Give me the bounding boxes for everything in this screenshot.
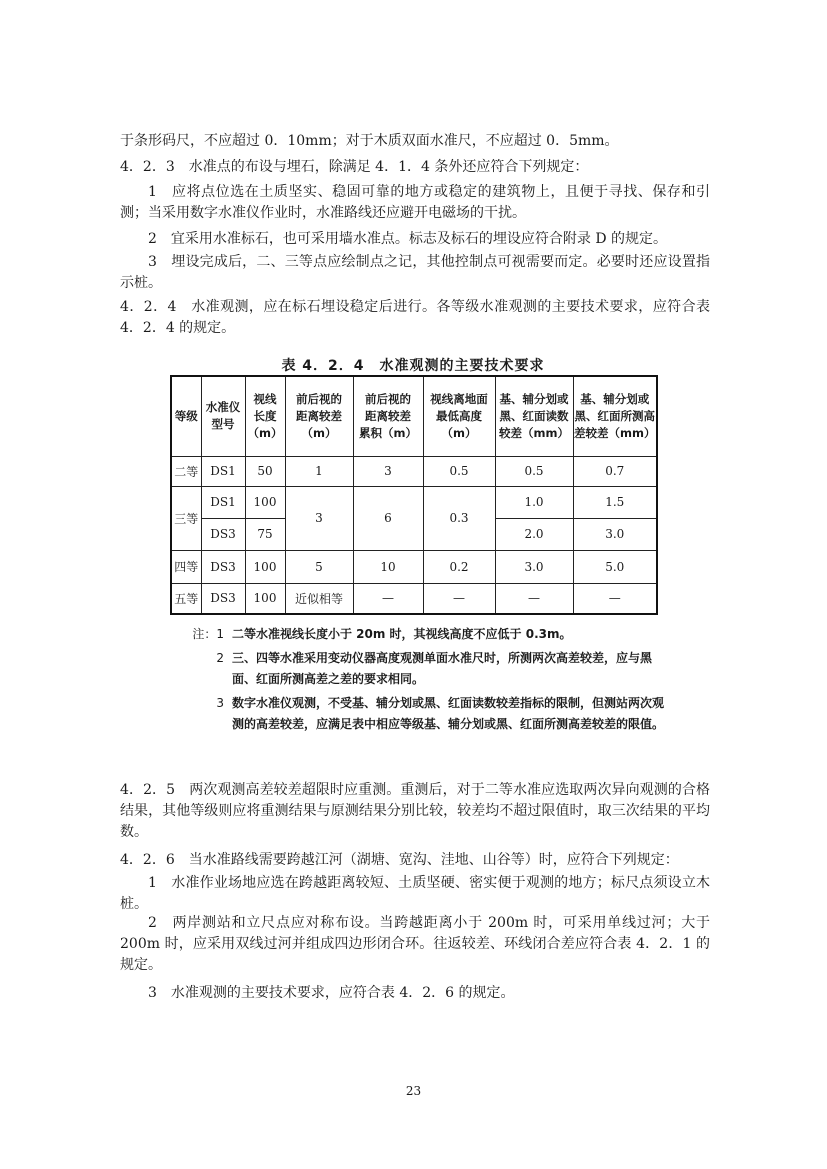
table-cell: 五等 (171, 583, 201, 614)
table-cell: 3 (285, 486, 353, 550)
table-row (171, 456, 657, 486)
note-number: 2 (216, 651, 224, 665)
table-note-2 (172, 648, 672, 690)
table-cell: 100 (245, 486, 285, 518)
table-cell: — (423, 583, 495, 614)
table-cell: 3.0 (495, 550, 573, 583)
header-height-diff: 基、辅分划或 黑、红面所测高 差较差（mm） (573, 376, 657, 456)
table-row (171, 486, 657, 518)
table-cell: 5 (285, 550, 353, 583)
table-cell: 50 (245, 456, 285, 486)
table-cell: 三等 (171, 486, 201, 550)
table-title: 表 4．2．4 水准观测的主要技术要求 (281, 358, 545, 374)
table-cell: 10 (353, 550, 423, 583)
paragraph-continuation: 于条形码尺，不应超过 0．10mm；对于木质双面水准尺，不应超过 0．5mm。 (120, 133, 619, 149)
table-cell: 3.0 (573, 518, 657, 550)
header-distance-diff-cumulative: 前后视的 距离较差 累积（m） (353, 376, 423, 456)
clause-4-2-4: 4．2．4 水准观测，应在标石埋设稳定后进行。各等级水准观测的主要技术要求，应符合表 4．2．4 的规定。 (120, 299, 710, 336)
table-cell: 四等 (171, 550, 201, 583)
clause-4-2-6: 4．2．6 当水准路线需要跨越江河（湖塘、宽沟、洼地、山谷等）时，应符合下列规定： (120, 852, 679, 868)
header-level-model: 水准仪 型号 (201, 376, 245, 456)
table-cell: DS1 (201, 486, 245, 518)
page-number: 23 (405, 1084, 422, 1098)
clause-4-2-3-item-1: 1 应将点位选在土质坚实、稳固可靠的地方或稳定的建筑物上，且便于寻找、保存和引测；当采用数字水准仪作业时，水准路线还应避开电磁场的干扰。 (120, 184, 710, 221)
clause-4-2-3-item-3: 3 埋设完成后，二、三等点应绘制点之记，其他控制点可视需要而定。必要时还应设置指示桩。 (120, 254, 710, 291)
note-text: 三、四等水准采用变动仪器高度观测单面水准尺时，所测两次高差较差，应与黑面、红面所测高差之差的要求相同。 (232, 651, 653, 686)
table-cell: 0.5 (495, 456, 573, 486)
table-cell: 1 (285, 456, 353, 486)
header-sight-length: 视线 长度 （m） (245, 376, 285, 456)
table-cell: 1.5 (573, 486, 657, 518)
table-note-1 (172, 624, 672, 645)
clause-4-2-6-item-1: 1 水准作业场地应选在跨越距离较短、土质坚硬、密实便于观测的地方；标尺点须设立木桩。 (120, 875, 710, 912)
note-text: 数字水准仪观测，不受基、辅分划或黑、红面读数较差指标的限制，但测站两次观测的高差较差，应满足表中相应等级基、辅分划或黑、红面所测高差较差的限值。 (232, 696, 665, 731)
header-reading-diff: 基、辅分划或 黑、红面读数 较差（mm） (495, 376, 573, 456)
table-cell: 二等 (171, 456, 201, 486)
table-note-3 (172, 693, 672, 735)
table-cell: 100 (245, 583, 285, 614)
table-cell: DS3 (201, 583, 245, 614)
spec-table (170, 375, 658, 615)
table-cell: DS1 (201, 456, 245, 486)
table-cell: 5.0 (573, 550, 657, 583)
table-row (171, 550, 657, 583)
table-cell: 6 (353, 486, 423, 550)
note-text: 二等水准视线长度小于 20m 时，其视线高度不应低于 0.3m。 (232, 627, 572, 641)
clause-4-2-6-item-2: 2 两岸测站和立尺点应对称布设。当跨越距离小于 200m 时，可采用单线过河；大于 200m 时，应采用双线过河并组成四边形闭合环。往返较差、环线闭合差应符合表 4．2．1 的规定。 (120, 915, 710, 973)
note-number: 3 (216, 696, 224, 710)
clause-4-2-6-item-3: 3 水准观测的主要技术要求，应符合表 4．2．6 的规定。 (148, 985, 515, 1001)
table-cell: — (573, 583, 657, 614)
table-cell: 3 (353, 456, 423, 486)
table-cell: 100 (245, 550, 285, 583)
table-cell: 0.3 (423, 486, 495, 550)
table-cell: 近似相等 (285, 583, 353, 614)
table-cell: 0.5 (423, 456, 495, 486)
table-cell: 2.0 (495, 518, 573, 550)
note-number: 注：1 (192, 627, 224, 641)
clause-4-2-3-item-2: 2 宜采用水准标石，也可采用墙水准点。标志及标石的埋设应符合附录 D 的规定。 (148, 231, 668, 247)
header-grade: 等级 (171, 376, 201, 456)
table-cell: — (353, 583, 423, 614)
table-cell: — (495, 583, 573, 614)
table-notes (172, 624, 672, 735)
table-row (171, 583, 657, 614)
clause-4-2-3: 4．2．3 水准点的布设与埋石，除满足 4．1．4 条外还应符合下列规定： (120, 159, 589, 175)
table-cell: DS3 (201, 518, 245, 550)
table-cell: 75 (245, 518, 285, 550)
clause-4-2-5: 4．2．5 两次观测高差较差超限时应重测。重测后，对于二等水准应选取两次异向观测的合格结果，其他等级则应将重测结果与原测结果分别比较，较差均不超过限值时，取三次结果的平均数。 (120, 782, 710, 840)
table-cell: 1.0 (495, 486, 573, 518)
table-cell: 0.7 (573, 456, 657, 486)
table-header-row (171, 376, 657, 456)
header-min-sight-height: 视线离地面 最低高度 （m） (423, 376, 495, 456)
table-cell: 0.2 (423, 550, 495, 583)
header-distance-diff: 前后视的 距离较差 （m） (285, 376, 353, 456)
table-cell: DS3 (201, 550, 245, 583)
